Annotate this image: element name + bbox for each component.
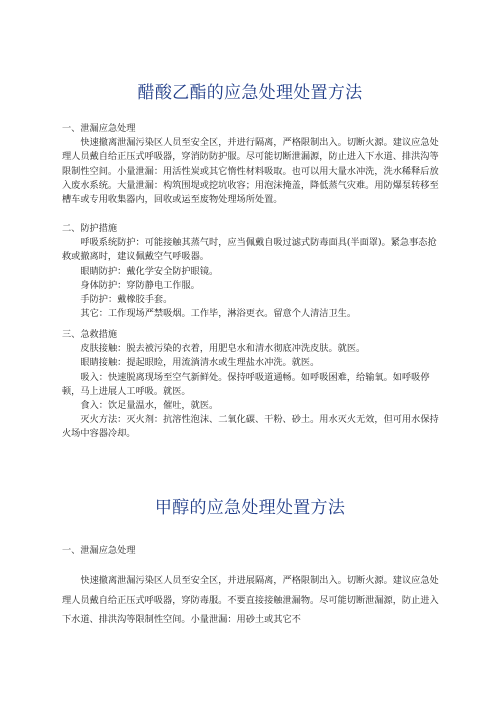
section-heading: 一、泄漏应急处理: [62, 545, 136, 556]
list-item: 皮肤接触：脱去被污染的衣着，用肥皂水和清水彻底冲洗皮肤。就医。: [80, 343, 366, 355]
list-item: 食入：饮足量温水，催吐，就医。: [80, 400, 219, 412]
list-item: 眼睛防护：戴化学安全防护眼镜。: [80, 265, 219, 277]
section-heading: 二、防护措施: [62, 223, 118, 234]
list-item: 身体防护：穿防静电工作服。: [80, 279, 200, 291]
section-paragraph: 呼吸系统防护：可能接触其蒸气时，应当佩戴自吸过滤式防毒面具(半面罩)。紧急事态抢救或撤离时，建议佩戴空气呼吸器。: [62, 237, 437, 263]
section-paragraph: 吸入：快速脱离现场至空气新鲜处。保持呼吸道通畅。如呼吸困难，给输氧。如呼吸停顿，马上进展人工呼吸。就医。: [62, 371, 430, 397]
section-leak-response: [62, 122, 442, 207]
section-paragraph: 灭火方法：灭火剂：抗溶性泡沫、二氧化碳、干粉、砂土。用水灭火无效，但可用水保持火场中容器冷却。: [62, 414, 439, 440]
section-paragraph: 快速撤离泄漏污染区人员至安全区，并进行隔离，严格限制出入。切断火源。建议应急处理人员戴自给正压式呼吸器，穿消防防护服。尽可能切断泄漏源，防止进入下水道、排洪沟等限制性空间。小量泄漏：用活性炭或其它惰性材料吸取。也可以用大量水冲洗，洗水稀释后放入废水系统。大量泄漏：构筑围堤或挖坑收容；用泡沫掩盖，降低蒸气灾难。用防爆泵转移至槽车或专用收集器内，回收或运至废物处理场所处置。: [62, 137, 439, 206]
list-item: 眼睛接触：提起眼睑，用流淌清水或生理盐水冲洗。就医。: [80, 357, 320, 369]
document-title: 醋酸乙酯的应急处理处置方法: [137, 83, 363, 103]
section-paragraph: 快速撤离泄漏污染区人员至安全区，并进展隔离，严格限制出入。切断火源。建议应急处理人员戴自给正压式呼吸器，穿防毒服。不要直接接触泄漏物。尽可能切断泄漏源，防止进入下水道、排洪沟等限制性空间。小量泄漏：用砂土或其它不: [62, 575, 439, 625]
list-item: 其它：工作现场严禁吸烟。工作毕，淋浴更衣。留意个人清洁卫生。: [80, 308, 357, 320]
section-leak-response-methanol: [62, 571, 442, 630]
document-title: 甲醇的应急处理处置方法: [154, 498, 346, 518]
section-heading: 三、急救措施: [62, 329, 118, 340]
section-protection: [62, 222, 442, 321]
section-first-aid: [62, 328, 442, 442]
list-item: 手防护：戴橡胶手套。: [80, 294, 173, 306]
section-heading: 一、泄漏应急处理: [62, 123, 136, 134]
